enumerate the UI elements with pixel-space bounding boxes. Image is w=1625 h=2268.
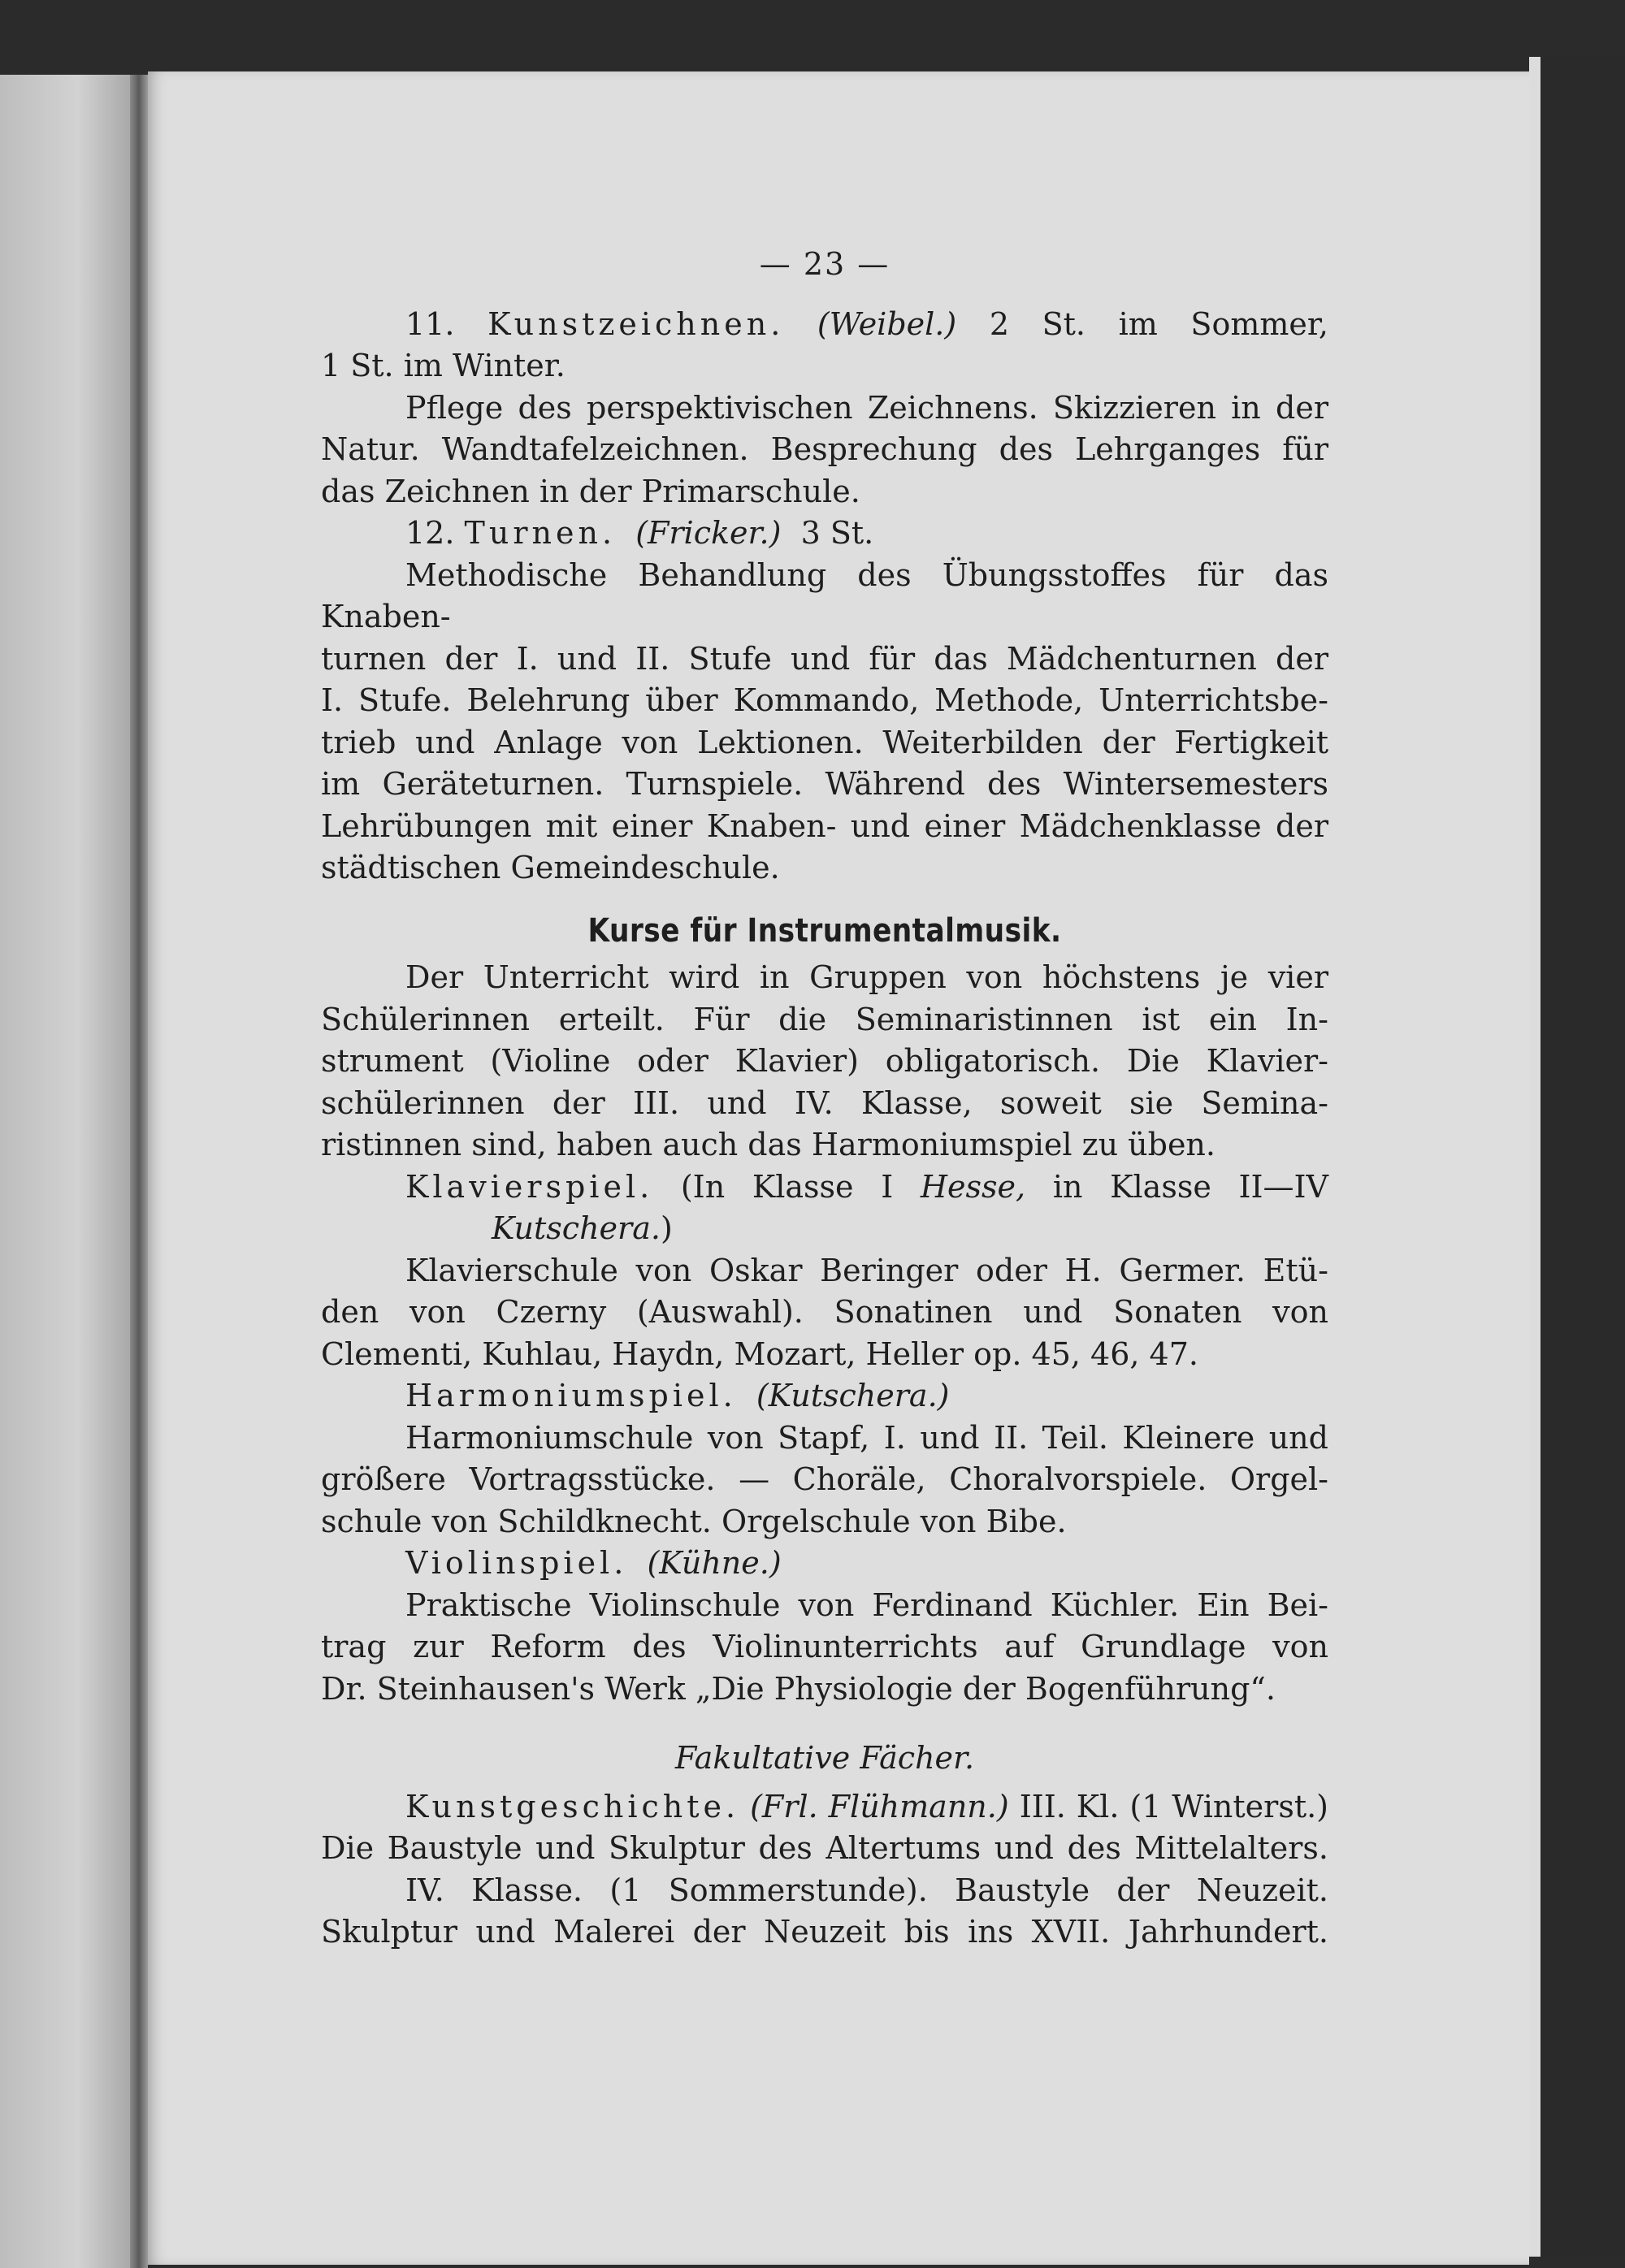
- text-line: schule von Schildknecht. Orgelschule von Bibe.: [321, 1503, 1067, 1539]
- klavier-title: Klavierspiel.: [405, 1168, 654, 1205]
- text-line: strument (Violine oder Klavier) obligatorisch. Die Klavier-: [321, 1043, 1328, 1079]
- text-line: Pflege des perspektivischen Zeichnens. Skizzieren in der: [405, 389, 1328, 426]
- violin-title: Violinspiel.: [405, 1545, 628, 1581]
- text-line: I. Stufe. Belehrung über Kommando, Methode, Unterrichtsbe-: [321, 682, 1328, 718]
- text-line: Skulptur und Malerei der Neuzeit bis ins XVII. Jahrhundert.: [321, 1914, 1328, 1950]
- text-line: das Zeichnen in der Primarschule.: [321, 473, 860, 509]
- text-line: Der Unterricht wird in Gruppen von höchstens je vier: [405, 959, 1328, 995]
- facing-page-edge: [0, 75, 130, 2268]
- text-line: trag zur Reform des Violinunterrichts auf Grundlage von: [321, 1629, 1328, 1664]
- harmonium-title: Harmoniumspiel.: [405, 1378, 737, 1413]
- text-line: Clementi, Kuhlau, Haydn, Mozart, Heller op. 45, 46, 47.: [321, 1335, 1198, 1372]
- instrumental-heading: Kurse für Instrumentalmusik.: [587, 911, 1062, 950]
- text-line: turnen der I. und II. Stufe und für das Mädchenturnen der: [321, 640, 1328, 677]
- text-line: schülerinnen der III. und IV. Klasse, soweit sie Semina-: [321, 1084, 1328, 1121]
- section-12-heading: 12. Turnen. (Fricker.) 3 St.: [405, 515, 874, 551]
- text-line: Praktische Violinschule von Ferdinand Küchler. Ein Bei-: [405, 1586, 1328, 1623]
- text-line: Dr. Steinhausen's Werk „Die Physiologie der Bogenführung“.: [321, 1670, 1276, 1707]
- text-line: Klavierschule von Oskar Beringer oder H. Germer. Etü-: [405, 1252, 1328, 1288]
- text-line: ristinnen sind, haben auch das Harmoniumspiel zu üben.: [321, 1127, 1216, 1162]
- section-12-title: Turnen.: [464, 515, 617, 551]
- book-gutter: [130, 75, 148, 2268]
- text-line: größere Vortragsstücke. — Choräle, Choralvorspiele. Orgel-: [321, 1461, 1328, 1497]
- section-11-title: Kunstzeichnen.: [488, 305, 785, 342]
- text-line: städtischen Gemeindeschule.: [321, 850, 780, 885]
- page-number: — 23 —: [759, 246, 890, 282]
- text-line: Natur. Wandtafelzeichnen. Besprechung des Lehrganges für: [321, 431, 1328, 467]
- section-11-hours: 1 St. im Winter.: [321, 348, 566, 383]
- fakultative-heading: Fakultative Fächer.: [674, 1740, 975, 1776]
- violin-heading: Violinspiel. (Kühne.): [405, 1545, 782, 1581]
- text-line: Die Baustyle und Skulptur des Altertums und des Mittelalters.: [321, 1830, 1328, 1866]
- text-line: trieb und Anlage von Lektionen. Weiterbilden der Fertigkeit: [321, 724, 1328, 760]
- klavier-heading: Klavierspiel. (In Klasse I Hesse, in Klasse II—IV: [405, 1168, 1328, 1205]
- section-11-heading: 11. Kunstzeichnen. (Weibel.) 2 St. im Sommer,: [405, 305, 1328, 342]
- section-12-teacher: (Fricker.): [635, 515, 782, 551]
- page-text: [321, 244, 1328, 1954]
- text-line: den von Czerny (Auswahl). Sonatinen und Sonaten von: [321, 1294, 1328, 1330]
- text-line: IV. Klasse. (1 Sommerstunde). Baustyle der Neuzeit.: [405, 1872, 1328, 1908]
- text-line: im Geräteturnen. Turnspiele. Während des Wintersemesters: [321, 766, 1328, 802]
- page-edge-right: [1529, 57, 1625, 2257]
- text-line: Schülerinnen erteilt. Für die Seminaristinnen ist ein In-: [321, 1001, 1328, 1037]
- section-11-teacher: (Weibel.): [817, 305, 957, 342]
- harmonium-heading: Harmoniumspiel. (Kutschera.): [405, 1378, 950, 1413]
- text-line: Methodische Behandlung des Übungsstoffes für das Knaben-: [321, 556, 1328, 634]
- kunstgeschichte-heading: Kunstgeschichte. (Frl. Flühmann.) III. Kl. (1 Winterst.): [405, 1788, 1328, 1824]
- text-line: Harmoniumschule von Stapf, I. und II. Teil. Kleinere und: [405, 1419, 1328, 1456]
- text-line: Lehrübungen mit einer Knaben- und einer Mädchenklasse der: [321, 807, 1328, 844]
- klavier-teacher: Kutschera.): [492, 1210, 673, 1246]
